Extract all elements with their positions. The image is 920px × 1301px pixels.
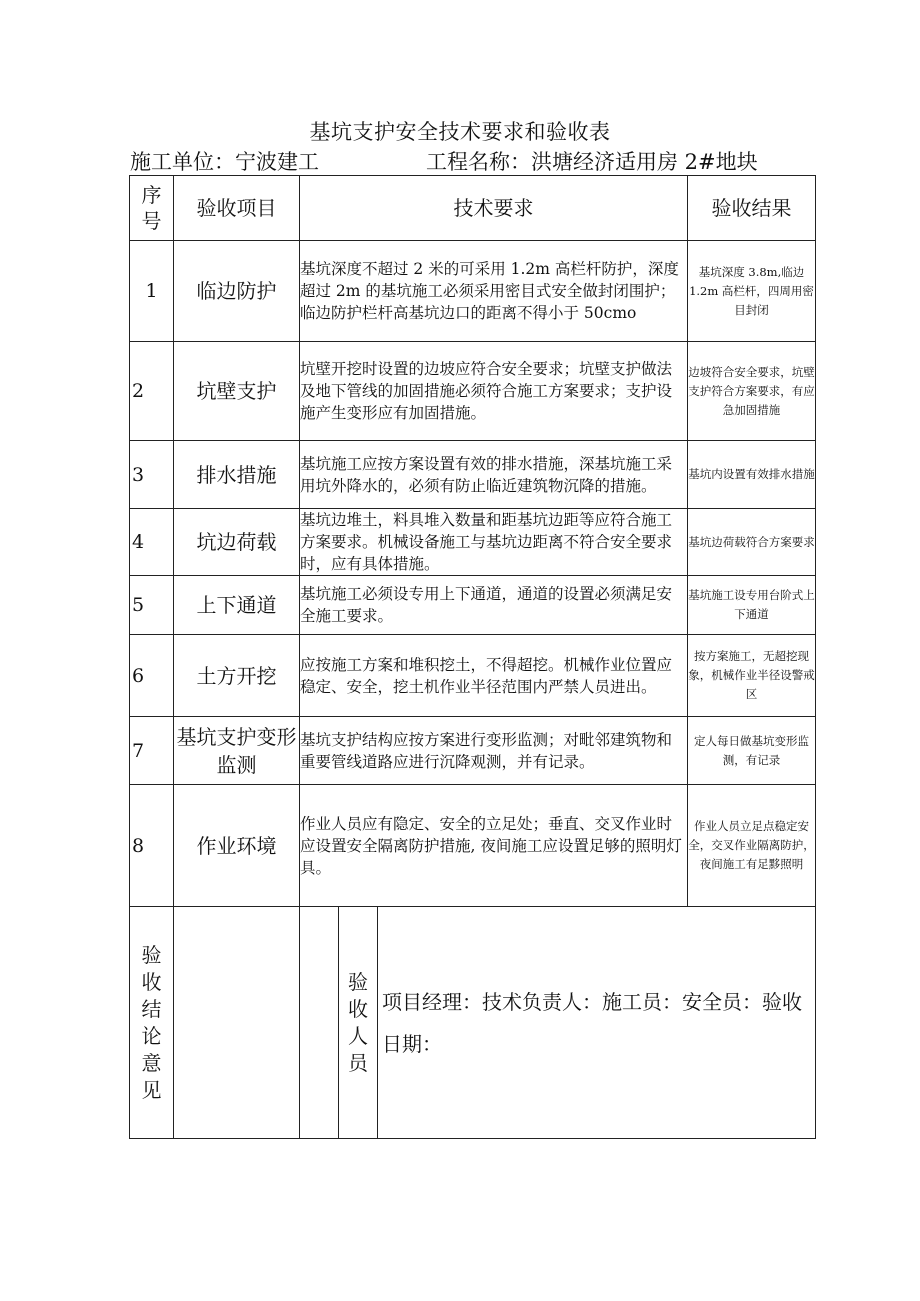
- row-result: 边坡符合安全要求，坑壁支护符合方案要求，有应急加固措施: [688, 342, 816, 441]
- table-row: [130, 576, 816, 635]
- row-requirement: 基坑支护结构应按方案进行变形监测；对毗邻建筑物和重要管线道路应进行沉降观测，并有记录。: [300, 717, 688, 785]
- table-row: [130, 509, 816, 576]
- row-item: 临边防护: [174, 241, 300, 342]
- conclusion-label: 验收结论意见: [130, 907, 174, 1139]
- row-seq: 3: [130, 441, 174, 509]
- row-item: 排水措施: [174, 441, 300, 509]
- table-row: [130, 342, 816, 441]
- row-item: 土方开挖: [174, 635, 300, 717]
- row-result: 基坑边荷载符合方案要求: [688, 509, 816, 576]
- table-row: [130, 717, 816, 785]
- row-seq: 4: [130, 509, 174, 576]
- row-item: 基坑支护变形监测: [174, 717, 300, 785]
- header-requirement: 技术要求: [300, 176, 688, 241]
- row-seq: 7: [130, 717, 174, 785]
- table-row: [130, 441, 816, 509]
- row-seq: 6: [130, 635, 174, 717]
- row-seq: 2: [130, 342, 174, 441]
- row-requirement: 基坑施工必须设专用上下通道，通道的设置必须满足安全施工要求。: [300, 576, 688, 635]
- table-row: [130, 241, 816, 342]
- header-seq: 序号: [130, 176, 174, 241]
- acceptor-area: [339, 907, 816, 1139]
- row-item: 坑壁支护: [174, 342, 300, 441]
- row-requirement: 坑壁开挖时设置的边坡应符合安全要求；坑壁支护做法及地下管线的加固措施必须符合施工方案要求；支护设施产生变形应有加固措施。: [300, 342, 688, 441]
- row-item: 作业环境: [174, 785, 300, 907]
- row-result: 按方案施工，无超挖现象，机械作业半径设警戒区: [688, 635, 816, 717]
- row-result: 定人每日做基坑变形监测，有记录: [688, 717, 816, 785]
- signature-fields: 项目经理：技术负责人：施工员：安全员：验收日期：: [382, 989, 802, 1056]
- row-result: 作业人员立足点稳定安全，交叉作业隔离防护，夜间施工有足黟照明: [688, 785, 816, 907]
- row-seq: 8: [130, 785, 174, 907]
- conclusion-content-extra: [300, 907, 339, 1139]
- table-row: [130, 635, 816, 717]
- acceptor-label: 验收人员: [339, 907, 378, 1138]
- header-result: 验收结果: [688, 176, 816, 241]
- row-item: 上下通道: [174, 576, 300, 635]
- conclusion-content: [174, 907, 300, 1139]
- construction-unit: 施工单位：宁波建工: [130, 150, 319, 174]
- header-row: [130, 176, 816, 241]
- project-name: 工程名称：洪塘经济适用房 2#地块: [426, 150, 758, 174]
- table-row: [130, 785, 816, 907]
- row-requirement: 作业人员应有隐定、安全的立足处；垂直、交叉作业时应设置安全隔离防护措施, 夜间施工应设置足够的照明灯具。: [300, 785, 688, 907]
- row-item: 坑边荷载: [174, 509, 300, 576]
- row-result: 基坑内设置有效排水措施: [688, 441, 816, 509]
- row-requirement: 基坑施工应按方案设置有效的排水措施，深基坑施工采用坑外降水的，必须有防止临近建筑物沉降的措施。: [300, 441, 688, 509]
- row-seq: 1: [130, 241, 174, 342]
- row-result: 基坑施工设专用台阶式上下通道: [688, 576, 816, 635]
- acceptance-table: [129, 175, 816, 1139]
- page-title: 基坑支护安全技术要求和验收表: [309, 120, 611, 144]
- header-item: 验收项目: [174, 176, 300, 241]
- footer-row: [130, 907, 816, 1139]
- row-requirement: 应按施工方案和堆积挖土，不得超挖。机械作业位置应稳定、安全，挖土机作业半径范围内严禁人员进出。: [300, 635, 688, 717]
- row-requirement: 基坑深度不超过 2 米的可采用 1.2m 高栏杆防护，深度超过 2m 的基坑施工必须采用密目式安全做封闭围护；临边防护栏杆高基坑边口的距离不得小于 50cmo: [300, 241, 688, 342]
- row-requirement: 基坑边堆土，料具堆入数量和距基坑边距等应符合施工方案要求。机械设备施工与基坑边距离不符合安全要求时，应有具体措施。: [300, 509, 688, 576]
- row-result: 基坑深度 3.8m,临边 1.2m 高栏杆，四周用密目封闭: [688, 241, 816, 342]
- row-seq: 5: [130, 576, 174, 635]
